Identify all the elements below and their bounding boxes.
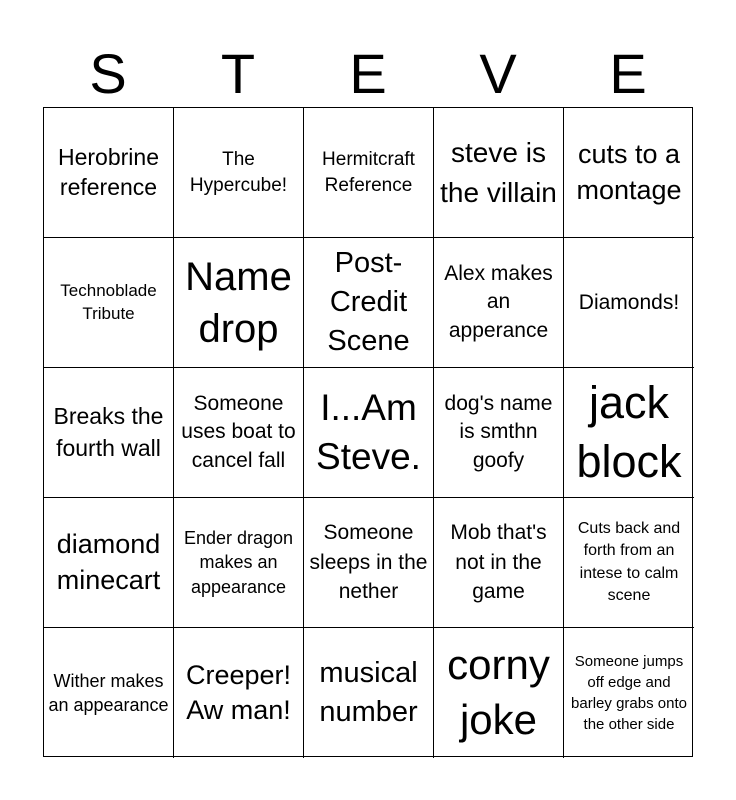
cell-text: Wither makes an appearance [48,670,169,715]
cell-text: Someone jumps off edge and barley grabs onto the other side [571,653,687,733]
bingo-cell[interactable] [564,238,694,368]
bingo-cell[interactable] [304,628,434,758]
cell-text: Technoblade Tribute [60,280,157,323]
header-letter-e2: E [609,42,647,105]
header-letter-s: S [89,42,127,105]
cell-text: musical number [319,656,418,728]
bingo-header [43,40,693,108]
bingo-grid [43,107,693,757]
cell-text: jack block [576,377,682,487]
cell-text: Herobrine reference [58,143,159,200]
cell-text: The Hypercube! [189,148,288,196]
bingo-cell[interactable] [564,108,694,238]
bingo-cell[interactable] [44,368,174,498]
bingo-cell[interactable] [304,368,434,498]
header-letter-v: V [479,42,517,105]
cell-text: Ender dragon makes an appearance [183,528,294,597]
cell-text: Post-Credit Scene [327,246,410,358]
cell-text: dog's name is smthn goofy [444,391,553,472]
bingo-cell[interactable] [174,628,304,758]
cell-text: Mob that's not in the game [450,521,547,604]
bingo-cell[interactable] [44,628,174,758]
cell-text: steve is the villain [440,137,557,208]
cell-text: Name drop [185,254,292,351]
header-letter-t: T [220,42,256,105]
bingo-cell[interactable] [44,498,174,628]
cell-text: Diamonds! [578,290,680,314]
cell-text: Someone uses boat to cancel fall [181,391,296,472]
cell-text: Hermitcraft Reference [322,148,415,196]
bingo-cell[interactable] [304,498,434,628]
cell-text: cuts to a montage [576,139,682,205]
bingo-cell[interactable] [304,238,434,368]
bingo-cell[interactable] [564,498,694,628]
bingo-cell[interactable] [304,108,434,238]
bingo-cell[interactable] [44,108,174,238]
cell-text: Someone sleeps in the nether [309,521,428,604]
bingo-cell[interactable] [564,628,694,758]
cell-text: Alex makes an apperance [444,261,553,342]
cell-text: Breaks the fourth wall [53,403,164,461]
bingo-cell[interactable] [44,238,174,368]
bingo-cell[interactable] [434,108,564,238]
bingo-cell[interactable] [434,368,564,498]
bingo-cell[interactable] [174,108,304,238]
bingo-cell[interactable] [174,238,304,368]
cell-text: Creeper! Aw man! [185,659,292,725]
cell-text: diamond minecart [56,529,161,595]
cell-text: I...Am Steve. [316,387,421,477]
cell-text: Cuts back and forth from an intese to calm scene [577,519,681,604]
bingo-cell[interactable] [564,368,694,498]
bingo-cell[interactable] [174,498,304,628]
bingo-cell[interactable] [174,368,304,498]
bingo-cell[interactable] [434,628,564,758]
header-letter-e: E [349,42,387,105]
cell-text: corny joke [447,641,550,743]
bingo-cell[interactable] [434,238,564,368]
bingo-cell[interactable] [434,498,564,628]
